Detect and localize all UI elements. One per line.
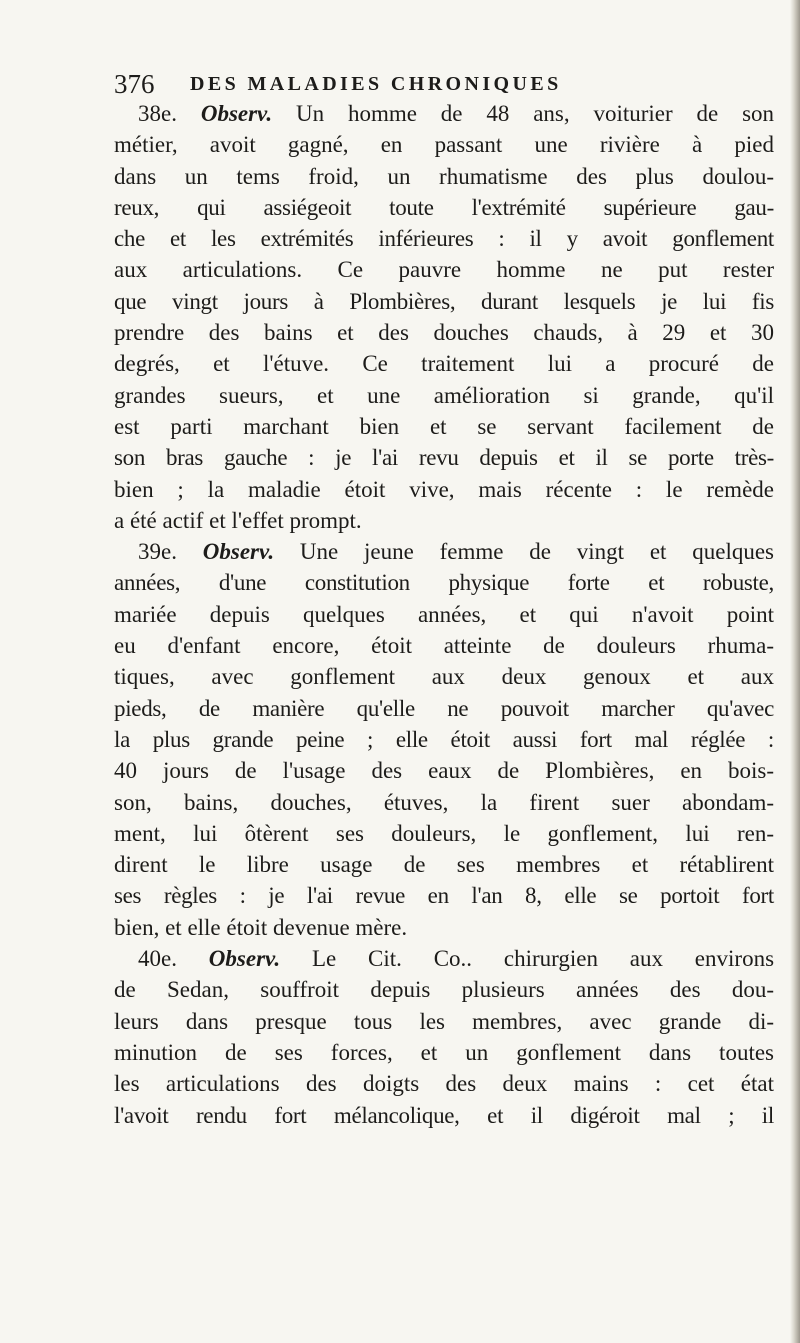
text-line: dans un tems froid, un rhumatisme des plus doulou- xyxy=(114,163,774,189)
text-line: est parti marchant bien et se servant facilement de xyxy=(114,413,774,439)
text-line: leurs dans presque tous les membres, avec grande di- xyxy=(114,1008,774,1034)
text-line: que vingt jours à Plombières, durant lesquels je lui fis xyxy=(114,288,774,314)
text-line: son, bains, douches, étuves, la firent suer abondam- xyxy=(114,789,774,815)
text-line: ses règles : je l'ai revue en l'an 8, elle se portoit fort xyxy=(114,883,774,909)
text-line: les articulations des doigts des deux mains : cet état xyxy=(114,1071,774,1097)
text-line: son bras gauche : je l'ai revu depuis et il se porte très- xyxy=(114,445,774,471)
text-line: aux articulations. Ce pauvre homme ne put rester xyxy=(114,257,774,283)
text-line: ment, lui ôtèrent ses douleurs, le gonflement, lui ren- xyxy=(114,820,774,846)
text-line: 40 jours de l'usage des eaux de Plombières, en bois- xyxy=(114,758,774,784)
observation-number: 40e. xyxy=(138,946,177,972)
text-line: a été actif et l'effet prompt. xyxy=(114,507,362,533)
observation-38-line: 38e. Observ. Un homme de 48 ans, voiturier de son xyxy=(138,101,775,126)
text-line: eu d'enfant encore, étoit atteinte de douleurs rhuma- xyxy=(114,633,774,659)
observation-39-line: 39e. Observ. Une jeune femme de vingt et quelques xyxy=(138,539,774,565)
running-title: DES MALADIES CHRONIQUES xyxy=(190,73,562,95)
text-line: années, d'une constitution physique forte et robuste, xyxy=(114,570,774,596)
text-line: prendre des bains et des douches chauds, à 29 et 30 xyxy=(114,320,774,346)
text-line: reux, qui assiégeoit toute l'extrémité supérieure gau- xyxy=(114,194,774,220)
running-head xyxy=(114,66,754,102)
page-number: 376 xyxy=(114,69,155,99)
text-line: pieds, de manière qu'elle ne pouvoit marcher qu'avec xyxy=(114,695,774,721)
text-line: dirent le libre usage de ses membres et rétablirent xyxy=(114,852,774,878)
text-line: de Sedan, souffroit depuis plusieurs années des dou- xyxy=(114,977,774,1003)
text-line: bien, et elle étoit devenue mère. xyxy=(114,914,408,940)
observation-label: Observ. xyxy=(202,539,275,565)
observation-number: 39e. xyxy=(138,539,177,565)
text-line: métier, avoit gagné, en passant une rivière à pied xyxy=(114,132,774,158)
observation-number: 38e. xyxy=(138,101,177,126)
text-line: degrés, et l'étuve. Ce traitement lui a procuré de xyxy=(114,351,774,377)
page-edge xyxy=(790,0,800,1343)
text-line: mariée depuis quelques années, et qui n'avoit point xyxy=(114,601,774,627)
observation-label: Observ. xyxy=(200,101,273,126)
text-line: minution de ses forces, et un gonflement dans toutes xyxy=(114,1039,774,1065)
text-line: grandes sueurs, et une amélioration si grande, qu'il xyxy=(114,382,774,408)
text-line: tiques, avec gonflement aux deux genoux et aux xyxy=(114,664,774,690)
observation-label: Observ. xyxy=(208,946,281,972)
observation-40-line: 40e. Observ. Le Cit. Co.. chirurgien aux environs xyxy=(138,946,775,972)
body-text xyxy=(114,98,774,1131)
text-line: l'avoit rendu fort mélancolique, et il digéroit mal ; il xyxy=(114,1102,774,1128)
text-line: bien ; la maladie étoit vive, mais récente : le remède xyxy=(114,476,774,502)
text-line: la plus grande peine ; elle étoit aussi fort mal réglée : xyxy=(114,726,774,752)
text-line: che et les extrémités inférieures : il y avoit gonflement xyxy=(114,226,774,252)
